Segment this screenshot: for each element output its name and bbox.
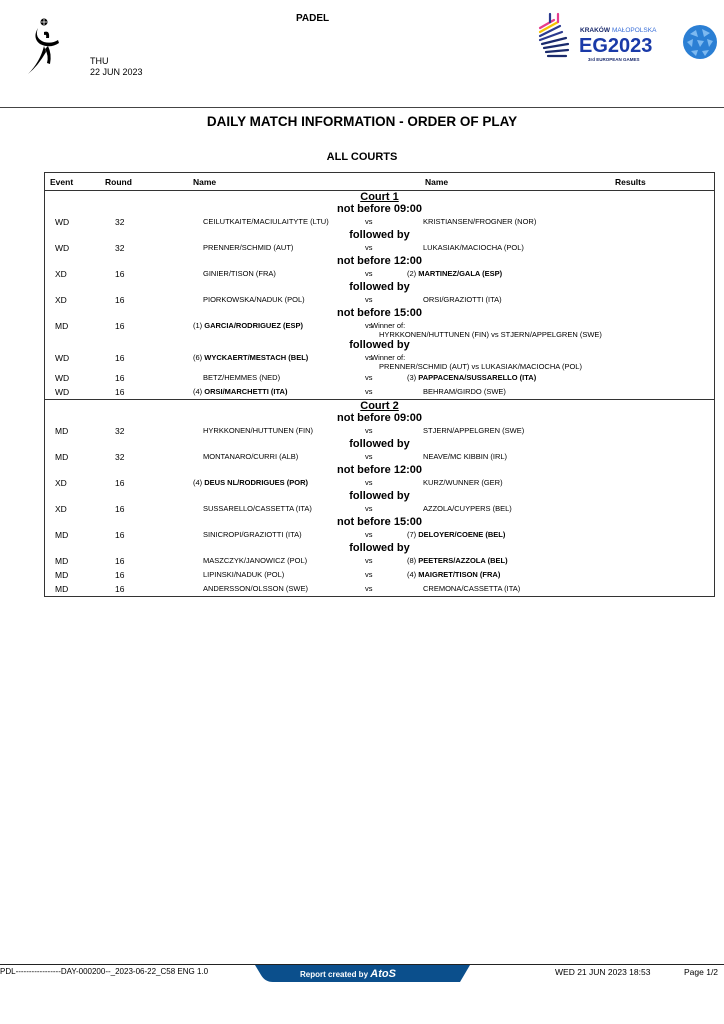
team-1-seed: (4) bbox=[193, 387, 203, 396]
team-1-cell bbox=[193, 450, 365, 464]
winner-of-label: Winner of: bbox=[371, 321, 406, 330]
match-round: 16 bbox=[115, 556, 125, 566]
team-1-name: BETZ/HEMMES (NED) bbox=[203, 373, 281, 382]
match-result bbox=[615, 267, 715, 281]
match-result bbox=[615, 293, 715, 307]
team-1-name: CEILUTKAITE/MACIULAITYTE (LTU) bbox=[203, 217, 329, 226]
team-1-name: LIPINSKI/NADUK (POL) bbox=[203, 570, 285, 579]
schedule-weekday: THU bbox=[90, 56, 109, 66]
time-slot-label: not before 12:00 bbox=[337, 464, 422, 476]
match-round: 16 bbox=[115, 478, 125, 488]
team-1-cell bbox=[193, 215, 365, 229]
team-1-cell bbox=[193, 554, 365, 568]
team-2-cell bbox=[395, 568, 615, 582]
team-1-name: MASZCZYK/JANOWICZ (POL) bbox=[203, 556, 308, 565]
column-header-results: Results bbox=[615, 173, 715, 191]
match-row bbox=[45, 424, 715, 438]
match-result bbox=[615, 554, 715, 568]
vs-label: vs bbox=[365, 353, 373, 362]
european-games-logo bbox=[536, 10, 676, 66]
vs-label: vs bbox=[365, 387, 373, 396]
team-1-name: SUSSARELLO/CASSETTA (ITA) bbox=[203, 504, 312, 513]
match-result bbox=[615, 424, 715, 438]
match-result bbox=[615, 385, 715, 400]
match-event: MD bbox=[55, 452, 69, 462]
match-event: MD bbox=[55, 530, 69, 540]
vs-label: vs bbox=[365, 504, 373, 513]
vs-label: vs bbox=[365, 321, 373, 330]
court-heading-row bbox=[45, 191, 715, 204]
team-1-cell bbox=[193, 568, 365, 582]
match-row bbox=[45, 554, 715, 568]
team-2-name: CREMONA/CASSETTA (ITA) bbox=[423, 584, 521, 593]
match-event: WD bbox=[55, 373, 70, 383]
team-2-cell bbox=[371, 351, 715, 371]
time-slot-label: not before 15:00 bbox=[337, 307, 422, 319]
team-2-cell bbox=[395, 582, 615, 597]
match-result bbox=[615, 371, 715, 385]
vs-label: vs bbox=[365, 570, 373, 579]
team-1-name: WYCKAERT/MESTACH (BEL) bbox=[204, 353, 309, 362]
time-slot-label: followed by bbox=[349, 281, 410, 293]
vs-label: vs bbox=[365, 426, 373, 435]
match-event: MD bbox=[55, 556, 69, 566]
team-2-name: HYRKKONEN/HUTTUNEN (FIN) vs STJERN/APPELGREN (SWE) bbox=[379, 330, 602, 339]
header-divider bbox=[0, 107, 724, 108]
team-2-cell bbox=[395, 554, 615, 568]
time-slot-row bbox=[45, 307, 715, 319]
page-subtitle: ALL COURTS bbox=[326, 151, 398, 163]
team-1-cell bbox=[193, 476, 365, 490]
time-slot-label: followed by bbox=[349, 438, 410, 450]
schedule-date-text: 22 JUN 2023 bbox=[90, 67, 143, 77]
team-2-seed: (8) bbox=[407, 556, 417, 565]
match-row bbox=[45, 568, 715, 582]
vs-label: vs bbox=[365, 556, 373, 565]
match-round: 16 bbox=[115, 269, 125, 279]
order-of-play-body bbox=[45, 191, 715, 597]
team-2-name: NEAVE/MC KIBBIN (IRL) bbox=[423, 452, 508, 461]
match-round: 16 bbox=[115, 353, 125, 363]
team-2-name: DELOYER/COENE (BEL) bbox=[418, 530, 506, 539]
team-2-seed: (7) bbox=[407, 530, 417, 539]
team-1-cell bbox=[193, 502, 365, 516]
team-2-cell bbox=[395, 502, 615, 516]
time-slot-row bbox=[45, 542, 715, 554]
column-header-name-1: Name bbox=[193, 173, 365, 191]
team-2-name: LUKASIAK/MACIOCHA (POL) bbox=[423, 243, 524, 252]
match-round: 32 bbox=[115, 217, 125, 227]
logo-games: 3rd EUROPEAN GAMES bbox=[588, 57, 640, 62]
match-row bbox=[45, 319, 715, 339]
time-slot-row bbox=[45, 412, 715, 424]
match-row bbox=[45, 528, 715, 542]
team-2-name: PAPPACENA/SUSSARELLO (ITA) bbox=[418, 373, 537, 382]
team-2-name: KRISTIANSEN/FROGNER (NOR) bbox=[423, 217, 537, 226]
match-event: WD bbox=[55, 217, 70, 227]
team-1-cell bbox=[193, 351, 365, 371]
schedule-date bbox=[90, 56, 143, 78]
match-event: XD bbox=[55, 504, 67, 514]
match-row bbox=[45, 351, 715, 371]
match-round: 16 bbox=[115, 321, 125, 331]
match-round: 16 bbox=[115, 504, 125, 514]
team-2-cell bbox=[395, 267, 615, 281]
match-result bbox=[615, 568, 715, 582]
time-slot-row bbox=[45, 464, 715, 476]
column-header-round: Round bbox=[105, 173, 193, 191]
team-2-name: PEETERS/AZZOLA (BEL) bbox=[418, 556, 508, 565]
team-2-cell bbox=[395, 476, 615, 490]
match-row bbox=[45, 385, 715, 400]
table-header-row bbox=[45, 173, 715, 191]
team-1-name: MONTANARO/CURRI (ALB) bbox=[203, 452, 299, 461]
team-1-seed: (4) bbox=[193, 478, 203, 487]
team-2-name: BEHRAM/GIRDO (SWE) bbox=[423, 387, 506, 396]
vs-label: vs bbox=[365, 295, 373, 304]
match-row bbox=[45, 582, 715, 597]
report-code: PDL-----------------DAY-000200--_2023-06-22_C58 ENG 1.0 bbox=[0, 967, 209, 976]
report-credit bbox=[300, 968, 396, 980]
team-1-cell bbox=[193, 424, 365, 438]
team-2-cell bbox=[371, 319, 715, 339]
order-of-play-table bbox=[44, 172, 715, 597]
vs-label: vs bbox=[365, 217, 373, 226]
team-2-name: MARTINEZ/GALA (ESP) bbox=[418, 269, 503, 278]
match-result bbox=[615, 450, 715, 464]
column-header-name-2: Name bbox=[395, 173, 615, 191]
globe-emblem-icon bbox=[682, 24, 718, 60]
time-slot-row bbox=[45, 255, 715, 267]
match-result bbox=[615, 502, 715, 516]
team-1-name: ANDERSSON/OLSSON (SWE) bbox=[203, 584, 309, 593]
vs-label: vs bbox=[365, 452, 373, 461]
winner-of-label: Winner of: bbox=[371, 353, 406, 362]
match-event: XD bbox=[55, 478, 67, 488]
team-2-cell bbox=[395, 293, 615, 307]
match-row bbox=[45, 267, 715, 281]
match-row bbox=[45, 502, 715, 516]
report-credit-label: Report created by bbox=[300, 970, 369, 979]
match-row bbox=[45, 450, 715, 464]
match-round: 32 bbox=[115, 243, 125, 253]
team-2-name: STJERN/APPELGREN (SWE) bbox=[423, 426, 525, 435]
team-2-cell bbox=[395, 371, 615, 385]
match-round: 16 bbox=[115, 295, 125, 305]
team-2-cell bbox=[395, 450, 615, 464]
time-slot-row bbox=[45, 281, 715, 293]
match-row bbox=[45, 241, 715, 255]
team-2-seed: (4) bbox=[407, 570, 417, 579]
team-2-name: KURZ/WUNNER (GER) bbox=[423, 478, 503, 487]
team-1-seed: (1) bbox=[193, 321, 203, 330]
team-1-name: DEUS NL/RODRIGUES (POR) bbox=[204, 478, 309, 487]
column-header-event: Event bbox=[45, 173, 106, 191]
report-generated-datetime: WED 21 JUN 2023 18:53 bbox=[555, 967, 651, 977]
court-name: Court 1 bbox=[360, 191, 399, 203]
page-number: Page 1/2 bbox=[684, 967, 719, 977]
team-1-cell bbox=[193, 371, 365, 385]
team-1-name: HYRKKONEN/HUTTUNEN (FIN) bbox=[203, 426, 313, 435]
atos-logo: AtoS bbox=[370, 968, 396, 980]
vs-label: vs bbox=[365, 243, 373, 252]
team-2-cell bbox=[395, 241, 615, 255]
team-2-name: ORSI/GRAZIOTTI (ITA) bbox=[423, 295, 502, 304]
team-1-name: PRENNER/SCHMID (AUT) bbox=[203, 243, 294, 252]
time-slot-label: followed by bbox=[349, 490, 410, 502]
match-event: XD bbox=[55, 269, 67, 279]
match-result bbox=[615, 476, 715, 490]
court-name: Court 2 bbox=[360, 400, 399, 412]
match-event: MD bbox=[55, 570, 69, 580]
time-slot-row bbox=[45, 490, 715, 502]
match-result bbox=[615, 582, 715, 597]
court-heading-row bbox=[45, 400, 715, 413]
team-2-cell bbox=[395, 424, 615, 438]
logo-region: MAŁOPOLSKA bbox=[612, 27, 657, 34]
vs-label: vs bbox=[365, 478, 373, 487]
team-1-seed: (6) bbox=[193, 353, 203, 362]
vs-label: vs bbox=[365, 373, 373, 382]
team-2-name: MAIGRET/TISON (FRA) bbox=[418, 570, 501, 579]
time-slot-label: not before 12:00 bbox=[337, 255, 422, 267]
time-slot-label: not before 09:00 bbox=[337, 412, 422, 424]
time-slot-label: not before 09:00 bbox=[337, 203, 422, 215]
time-slot-label: not before 15:00 bbox=[337, 516, 422, 528]
time-slot-label: followed by bbox=[349, 542, 410, 554]
logo-mark: EG2023 bbox=[579, 35, 653, 57]
page-title: DAILY MATCH INFORMATION - ORDER OF PLAY bbox=[206, 114, 518, 129]
match-round: 16 bbox=[115, 373, 125, 383]
time-slot-row bbox=[45, 339, 715, 351]
team-1-cell bbox=[193, 319, 365, 339]
time-slot-row bbox=[45, 438, 715, 450]
match-event: XD bbox=[55, 295, 67, 305]
sport-name: PADEL bbox=[296, 13, 330, 24]
team-1-cell bbox=[193, 582, 365, 597]
team-2-cell bbox=[395, 385, 615, 400]
team-1-name: ORSI/MARCHETTI (ITA) bbox=[204, 387, 288, 396]
vs-label: vs bbox=[365, 530, 373, 539]
match-round: 16 bbox=[115, 584, 125, 594]
logo-city: KRAKÓW bbox=[580, 27, 610, 34]
team-1-cell bbox=[193, 293, 365, 307]
time-slot-row bbox=[45, 203, 715, 215]
match-result bbox=[615, 528, 715, 542]
team-2-cell bbox=[395, 528, 615, 542]
team-1-name: GARCIA/RODRIGUEZ (ESP) bbox=[204, 321, 304, 330]
match-row bbox=[45, 371, 715, 385]
match-round: 16 bbox=[115, 530, 125, 540]
match-round: 32 bbox=[115, 426, 125, 436]
time-slot-row bbox=[45, 516, 715, 528]
vs-label: vs bbox=[365, 584, 373, 593]
time-slot-label: followed by bbox=[349, 339, 410, 351]
match-round: 32 bbox=[115, 452, 125, 462]
team-1-name: GINIER/TISON (FRA) bbox=[203, 269, 276, 278]
team-1-cell bbox=[193, 385, 365, 400]
team-2-cell bbox=[395, 215, 615, 229]
team-2-name: PRENNER/SCHMID (AUT) vs LUKASIAK/MACIOCHA (POL) bbox=[379, 362, 582, 371]
team-1-cell bbox=[193, 267, 365, 281]
match-result bbox=[615, 215, 715, 229]
vs-label: vs bbox=[365, 269, 373, 278]
match-event: MD bbox=[55, 321, 69, 331]
team-1-cell bbox=[193, 528, 365, 542]
match-event: WD bbox=[55, 387, 70, 397]
team-2-seed: (2) bbox=[407, 269, 417, 278]
padel-pictogram-icon bbox=[24, 16, 64, 76]
team-1-name: PIORKOWSKA/NADUK (POL) bbox=[203, 295, 305, 304]
match-event: MD bbox=[55, 426, 69, 436]
match-event: MD bbox=[55, 584, 69, 594]
match-result bbox=[615, 241, 715, 255]
match-event: WD bbox=[55, 353, 70, 363]
time-slot-label: followed by bbox=[349, 229, 410, 241]
team-1-cell bbox=[193, 241, 365, 255]
match-round: 16 bbox=[115, 387, 125, 397]
match-row bbox=[45, 215, 715, 229]
time-slot-row bbox=[45, 229, 715, 241]
match-round: 16 bbox=[115, 570, 125, 580]
team-2-seed: (3) bbox=[407, 373, 417, 382]
team-2-name: AZZOLA/CUYPERS (BEL) bbox=[423, 504, 512, 513]
match-event: WD bbox=[55, 243, 70, 253]
match-row bbox=[45, 293, 715, 307]
team-1-name: SINICROPI/GRAZIOTTI (ITA) bbox=[203, 530, 302, 539]
match-row bbox=[45, 476, 715, 490]
